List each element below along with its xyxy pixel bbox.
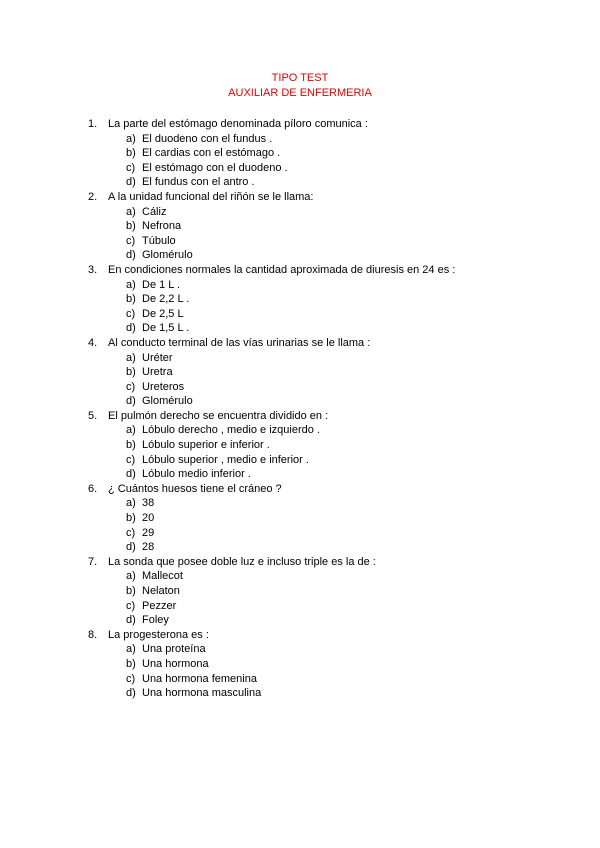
question-heading [88,263,568,278]
answer-option [126,394,568,409]
option-text: Lóbulo medio inferior . [142,468,251,481]
option-text: Una hormona femenina [142,672,257,685]
option-letter: c) [126,453,136,466]
answer-option [126,380,568,395]
answer-option [126,175,568,190]
answer-option [126,569,568,584]
question-item [88,409,568,482]
option-text: 20 [142,512,155,525]
option-letter: b) [126,220,136,233]
answer-options [88,132,568,190]
option-letter: b) [126,293,136,306]
option-letter: d) [126,687,136,700]
answer-option [126,205,568,220]
answer-option [126,161,568,176]
question-text: Al conducto terminal de las vías urinarias se le llama : [108,336,371,349]
question-item [88,336,568,409]
answer-option [126,234,568,249]
question-text: A la unidad funcional del riñón se le llama: [108,190,314,203]
option-text: Nefrona [142,220,182,233]
option-text: Ureteros [142,380,185,393]
option-letter: c) [126,307,136,320]
option-letter: d) [126,541,136,554]
option-letter: d) [126,249,136,262]
option-letter: a) [126,570,136,583]
question-heading [88,117,568,132]
option-text: Una proteína [142,643,206,656]
answer-option [126,453,568,468]
question-heading [88,555,568,570]
answer-option [126,248,568,263]
option-text: 28 [142,541,155,554]
question-heading [88,628,568,643]
question-heading [88,336,568,351]
option-text: El cardias con el estómago . [142,147,281,160]
option-text: Lóbulo superior e inferior . [142,439,270,452]
option-letter: c) [126,161,136,174]
option-text: Glomérulo [142,395,193,408]
answer-option [126,672,568,687]
option-letter: a) [126,424,136,437]
question-text: ¿ Cuántos huesos tiene el cráneo ? [108,482,282,495]
option-text: Glomérulo [142,249,193,262]
question-number: 4. [88,336,98,349]
option-text: El estómago con el duodeno . [142,161,288,174]
option-letter: a) [126,497,136,510]
question-text: En condiciones normales la cantidad aproximada de diuresis en 24 es : [108,263,456,276]
option-text: De 1 L . [142,278,181,291]
option-text: Nelaton [142,585,180,597]
answer-option [126,511,568,526]
option-letter: d) [126,468,136,481]
option-text: Túbulo [142,234,176,247]
option-text: De 1,5 L . [142,322,190,335]
option-text: Una hormona [142,657,209,670]
option-text: Uretra [142,366,173,379]
option-letter: b) [126,439,136,452]
answer-option [126,132,568,147]
option-letter: b) [126,512,136,525]
title-block [0,71,600,101]
document-subtitle: AUXILIAR DE ENFERMERIA [228,87,372,99]
option-text: Una hormona masculina [142,687,262,700]
option-text: De 2,2 L . [142,293,190,306]
answer-option [126,365,568,380]
option-letter: c) [126,380,136,393]
question-item [88,263,568,336]
question-number: 3. [88,263,98,276]
question-heading [88,190,568,205]
answer-option [126,467,568,482]
answer-options [88,642,568,700]
document-title: TIPO TEST [271,72,329,84]
option-text: El duodeno con el fundus . [142,132,273,145]
option-text: Lóbulo superior , medio e inferior . [142,453,309,466]
question-number: 7. [88,555,98,568]
answer-options [88,205,568,263]
option-letter: d) [126,395,136,408]
option-letter: b) [126,657,136,670]
option-text: Cáliz [142,205,167,218]
answer-options [88,569,568,627]
answer-option [126,613,568,628]
question-number: 8. [88,628,98,641]
option-letter: d) [126,614,136,627]
question-heading [88,482,568,497]
answer-option [126,584,568,599]
option-letter: c) [126,672,136,685]
question-text: La progesterona es : [108,628,209,641]
option-letter: a) [126,278,136,291]
question-text: La parte del estómago denominada píloro comunica : [108,118,368,130]
option-text: Pezzer [142,599,177,612]
option-text: Mallecot [142,570,183,583]
option-letter: b) [126,366,136,379]
option-text: 38 [142,497,155,510]
answer-option [126,307,568,322]
answer-option [126,292,568,307]
option-text: El fundus con el antro . [142,176,255,189]
answer-option [126,219,568,234]
question-item [88,628,568,701]
option-text: Foley [142,614,169,627]
answer-option [126,657,568,672]
question-item [88,190,568,263]
answer-option [126,438,568,453]
answer-option [126,146,568,161]
question-item [88,482,568,555]
option-letter: b) [126,147,136,160]
answer-options [88,351,568,409]
answer-option [126,642,568,657]
option-letter: c) [126,234,136,247]
answer-option [126,686,568,701]
option-letter: a) [126,643,136,656]
answer-option [126,540,568,555]
question-text: La sonda que posee doble luz e incluso triple es la de : [108,555,376,568]
question-number: 6. [88,482,98,495]
question-number: 1. [88,118,98,130]
answer-options [88,496,568,554]
option-text: Lóbulo derecho , medio e izquierdo . [142,424,320,437]
answer-option [126,321,568,336]
option-letter: a) [126,351,136,364]
answer-option [126,423,568,438]
option-letter: d) [126,176,136,189]
answer-option [126,351,568,366]
option-letter: c) [126,526,136,539]
question-text: El pulmón derecho se encuentra dividido en : [108,409,329,422]
question-number: 5. [88,409,98,422]
question-item [88,555,568,628]
option-letter: b) [126,585,136,597]
option-text: De 2,5 L [142,307,184,320]
question-number: 2. [88,190,98,203]
question-heading [88,409,568,424]
option-letter: a) [126,205,136,218]
answer-option [126,526,568,541]
answer-option [126,496,568,511]
option-text: Uréter [142,351,173,364]
answer-option [126,599,568,614]
option-letter: c) [126,599,136,612]
question-item [88,117,568,190]
answer-options [88,278,568,336]
option-letter: d) [126,322,136,335]
option-text: 29 [142,526,155,539]
answer-options [88,423,568,481]
answer-option [126,278,568,293]
option-letter: a) [126,132,136,145]
question-list [88,117,568,701]
